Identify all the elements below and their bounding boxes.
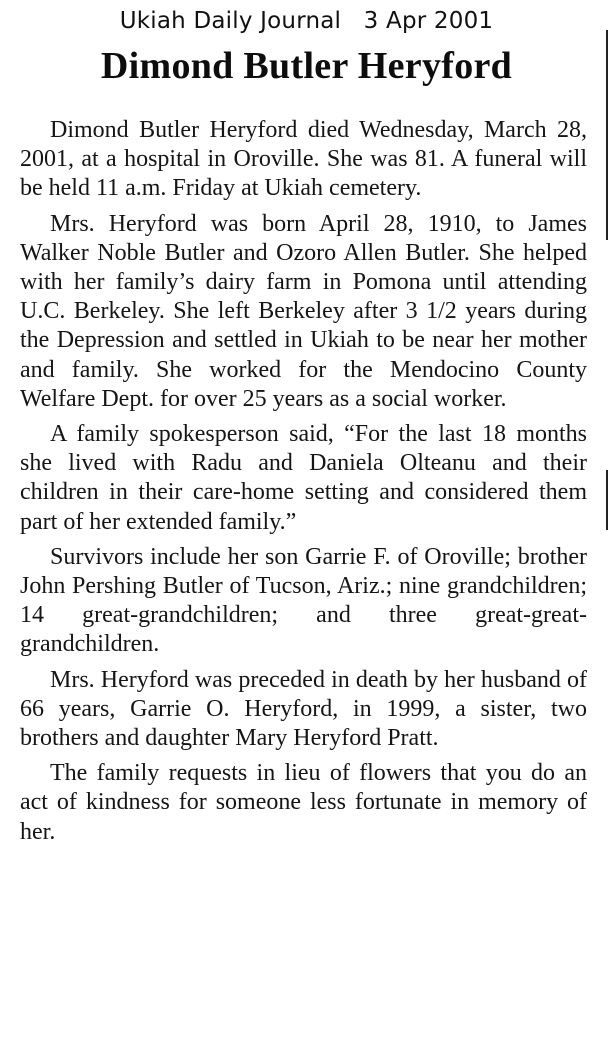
obituary-headline: Dimond Butler Heryford [100,45,513,87]
column-rule [606,30,608,240]
paragraph-memorial-request: The family requests in lieu of flowers that you do an act of kindness for someone less fortunate in memory of her. [20,760,587,845]
source-line [0,8,613,34]
column-rule-lower [606,470,608,530]
publication-name: Ukiah Daily Journal [119,8,342,34]
paragraph-preceded-in-death: Mrs. Heryford was preceded in death by her husband of 66 years, Garrie O. Heryford, in 1999, a sister, two brothers and daughter Mary Heryford Pratt. [20,666,587,752]
paragraph-death-notice: Dimond Butler Heryford died Wednesday, March 28, 2001, at a hospital in Oroville. She was 81. A funeral will be held 11 a.m. Friday at Ukiah cemetery. [20,117,587,202]
paragraph-survivors: Survivors include her son Garrie F. of Oroville; brother John Pershing Butler of Tucson, Ariz.; nine grandchildren; 14 great-grandchildren; and three great-great-grandchildren. [20,543,587,658]
paragraph-family-quote: A family spokesperson said, “For the last 18 months she lived with Radu and Daniela Olteanu and their children in their care-home setting and considered them part of her extended family.” [20,421,587,535]
obituary-body [20,116,587,853]
publication-date: 3 Apr 2001 [363,8,494,34]
paragraph-biography: Mrs. Heryford was born April 28, 1910, to James Walker Noble Butler and Ozoro Allen Butler. She helped with her family’s dairy farm in Pomona until attending U.C. Berkeley. She left Berkeley after 3 1/2 years during the Depression and settled in Ukiah to be near her mother and family. She worked for the Mendocino County Welfare Dept. for over 25 years as a social worker. [20,210,587,412]
